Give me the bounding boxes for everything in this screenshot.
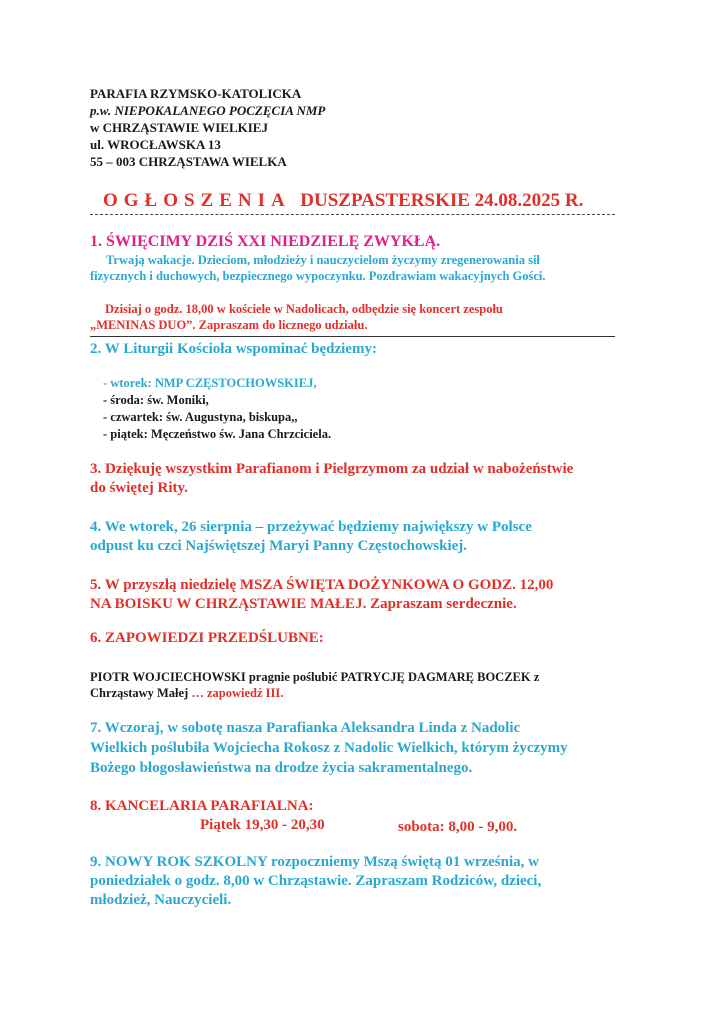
parish-location: w CHRZĄSTAWIE WIELKIEJ	[90, 120, 268, 135]
item6-line1: PIOTR WOJCIECHOWSKI pragnie poślubić PATRYCJĘ DAGMARĘ BOCZEK z	[90, 670, 540, 684]
item9-line1: 9. NOWY ROK SZKOLNY rozpoczniemy Mszą świętą 01 września, w	[90, 854, 539, 870]
item3-line1: 3. Dziękuję wszystkim Parafianom i Pielgrzymom za udział w nabożeństwie	[90, 461, 574, 477]
parish-dedication: p.w. NIEPOKALANEGO POCZĘCIA NMP	[90, 103, 326, 118]
item7-line3: Bożego błogosławieństwa na drodze życia sakramentalnego.	[90, 760, 473, 776]
solid-divider	[90, 336, 615, 337]
title-word: OGŁOSZENIA	[103, 190, 291, 211]
list-item: - czwartek: św. Augustyna, biskupa,,	[103, 410, 298, 424]
item2-heading: 2. W Liturgii Kościoła wspominać będziemy:	[90, 341, 377, 357]
item8-saturday-hours: sobota: 8,00 - 9,00.	[398, 819, 518, 835]
item1-text-line2: fizycznych i duchowych, bezpiecznego wypoczynku. Pozdrawiam wakacyjnych Gości.	[90, 269, 546, 283]
item8-friday-hours: Piątek 19,30 - 20,30	[200, 817, 325, 833]
item9-line2: poniedziałek o godz. 8,00 w Chrząstawie. Zapraszam Rodziców, dzieci,	[90, 873, 542, 889]
dashed-divider	[90, 214, 615, 215]
item6-line2	[90, 685, 283, 702]
item1-concert-line2: „MENINAS DUO”. Zapraszam do licznego udziału.	[90, 318, 368, 332]
item1-heading: 1. ŚWIĘCIMY DZIŚ XXI NIEDZIELĘ ZWYKŁĄ.	[90, 233, 441, 250]
list-item: - piątek: Męczeństwo św. Jana Chrzciciela.	[103, 427, 332, 441]
item1-text-line1: Trwają wakacje. Dzieciom, młodzieży i nauczycielom życzymy zregenerowania sił	[106, 253, 540, 267]
item7-line1: 7. Wczoraj, w sobotę nasza Parafianka Aleksandra Linda z Nadolic	[90, 720, 521, 736]
list-item: - wtorek: NMP CZĘSTOCHOWSKIEJ,	[103, 376, 317, 390]
item6-heading: 6. ZAPOWIEDZI PRZEDŚLUBNE:	[90, 630, 324, 646]
parish-postcode: 55 – 003 CHRZĄSTAWA WIELKA	[90, 154, 287, 169]
title-rest: DUSZPASTERSKIE 24.08.2025 R.	[300, 190, 584, 211]
list-item: - środa: św. Moniki,	[103, 393, 209, 407]
item5-line1: 5. W przyszłą niedzielę MSZA ŚWIĘTA DOŻYNKOWA O GODZ. 12,00	[90, 577, 554, 593]
item3-line2: do świętej Rity.	[90, 480, 188, 496]
parish-street: ul. WROCŁAWSKA 13	[90, 137, 221, 152]
page-title	[103, 190, 583, 212]
item4-line2: odpust ku czci Najświętszej Maryi Panny Częstochowskiej.	[90, 538, 468, 554]
parish-name: PARAFIA RZYMSKO-KATOLICKA	[90, 86, 302, 101]
item6-line2-suffix: … zapowiedź III.	[188, 686, 284, 700]
item5-line2: NA BOISKU W CHRZĄSTAWIE MAŁEJ. Zapraszam serdecznie.	[90, 596, 517, 612]
item8-heading: 8. KANCELARIA PARAFIALNA:	[90, 798, 314, 814]
item4-line1: 4. We wtorek, 26 sierpnia – przeżywać będziemy największy w Polsce	[90, 519, 532, 535]
item9-line3: młodzież, Nauczycieli.	[90, 892, 232, 908]
item1-concert-line1: Dzisiaj o godz. 18,00 w kościele w Nadolicach, odbędzie się koncert zespołu	[105, 302, 503, 316]
item7-line2: Wielkich poślubiła Wojciecha Rokosz z Nadolic Wielkich, którym życzymy	[90, 740, 568, 756]
item6-line2-prefix: Chrząstawy Małej	[90, 686, 189, 700]
